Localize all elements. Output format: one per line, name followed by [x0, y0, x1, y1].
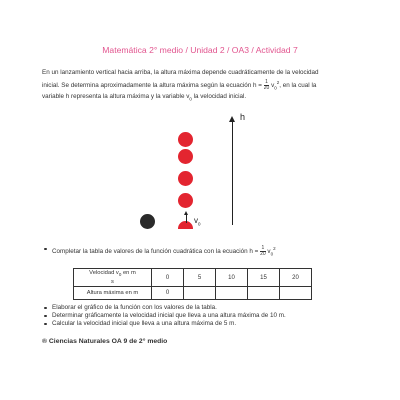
equation-exponent: 2 — [276, 80, 280, 85]
table-cell-empty — [248, 287, 280, 300]
task-item-calculate — [52, 320, 236, 328]
task-equation-exponent: 2 — [273, 246, 276, 251]
velocity-label — [194, 216, 201, 227]
velocity-arrow — [186, 214, 187, 223]
black-ball — [140, 214, 155, 229]
intro-line-3 — [42, 92, 362, 104]
table-cell: 0 — [152, 269, 184, 287]
velocity-header-unit-denominator: s — [111, 278, 114, 285]
task-item-graph — [52, 304, 217, 312]
velocity-header-unit: en m — [121, 269, 136, 276]
task-fraction-denominator: 20 — [260, 250, 266, 257]
fraction-numerator: 1 — [265, 78, 268, 85]
intro-line-2-end: , en la cual la — [279, 82, 317, 90]
velocity-header-text: Velocidad v — [89, 269, 119, 276]
velocity-header-subscript: 0 — [118, 272, 122, 278]
velocity-subscript: 0 — [198, 221, 201, 227]
intro-line-3-end: la velocidad inicial. — [191, 93, 247, 100]
launch-figure — [130, 112, 270, 232]
task-item-3-text: Determinar gráficamente la velocidad inicial que lleva a una altura máxima de 10 m. — [52, 312, 286, 319]
section-heading: ® Ciencias Naturales OA 9 de 2° medio — [42, 338, 168, 345]
task-item-complete-table — [52, 245, 276, 258]
intro-paragraph — [42, 68, 362, 93]
table-header-velocity — [74, 269, 152, 287]
table-cell-empty — [280, 287, 312, 300]
task-item-1-text: Completar la tabla de valores de la función cuadrática con la ecuación h = — [52, 248, 259, 256]
task-equation-subscript: 0 — [270, 251, 274, 257]
height-axis-label: h — [240, 112, 246, 122]
table-row — [74, 287, 312, 300]
task-item-determine — [52, 312, 286, 320]
table-row — [74, 269, 312, 287]
values-table — [73, 268, 312, 300]
red-ball-1 — [178, 132, 193, 147]
intro-line-1: En un lanzamiento vertical hacia arriba, la altura máxima depende cuadráticamente de la velocidad — [42, 69, 319, 76]
red-ball-2 — [178, 149, 193, 164]
bullet-dot — [44, 248, 47, 251]
table-cell: 10 — [216, 269, 248, 287]
equation-variable: v — [271, 82, 275, 90]
task-equation-fraction — [260, 246, 266, 257]
bullet-dot — [44, 307, 47, 310]
equation-subscript: 0 — [274, 85, 277, 91]
task-equation-variable: v — [267, 248, 271, 256]
table-cell: 0 — [152, 287, 184, 300]
height-axis — [232, 120, 233, 225]
intro-line-3-subscript: 0 — [189, 96, 192, 102]
red-ball-3 — [178, 171, 193, 186]
bullet-dot — [44, 323, 47, 326]
intro-line-3-text: variable h representa la altura máxima y la variable v — [42, 93, 190, 100]
task-item-4-text: Calcular la velocidad inicial que lleva a una altura máxima de 5 m. — [52, 320, 237, 327]
table-cell-empty — [184, 287, 216, 300]
task-fraction-numerator: 1 — [261, 244, 265, 251]
page-title: Matemática 2° medio / Unidad 2 / OA3 / Actividad 7 — [102, 45, 298, 55]
table-cell: 20 — [280, 269, 312, 287]
task-item-2-text: Elaborar el gráfico de la función con los valores de la tabla. — [52, 304, 217, 311]
bullet-dot — [44, 315, 47, 318]
velocity-letter: v — [194, 216, 198, 225]
fraction-denominator: 20 — [263, 84, 270, 91]
table-cell: 15 — [248, 269, 280, 287]
table-header-height: Altura máxima en m — [74, 287, 152, 300]
equation-fraction — [264, 80, 270, 91]
table-cell: 5 — [184, 269, 216, 287]
table-cell-empty — [216, 287, 248, 300]
intro-line-2-text: inicial. Se determina aproximadamente la altura máxima según la ecuación h = — [42, 82, 262, 90]
red-ball-4 — [178, 193, 193, 208]
